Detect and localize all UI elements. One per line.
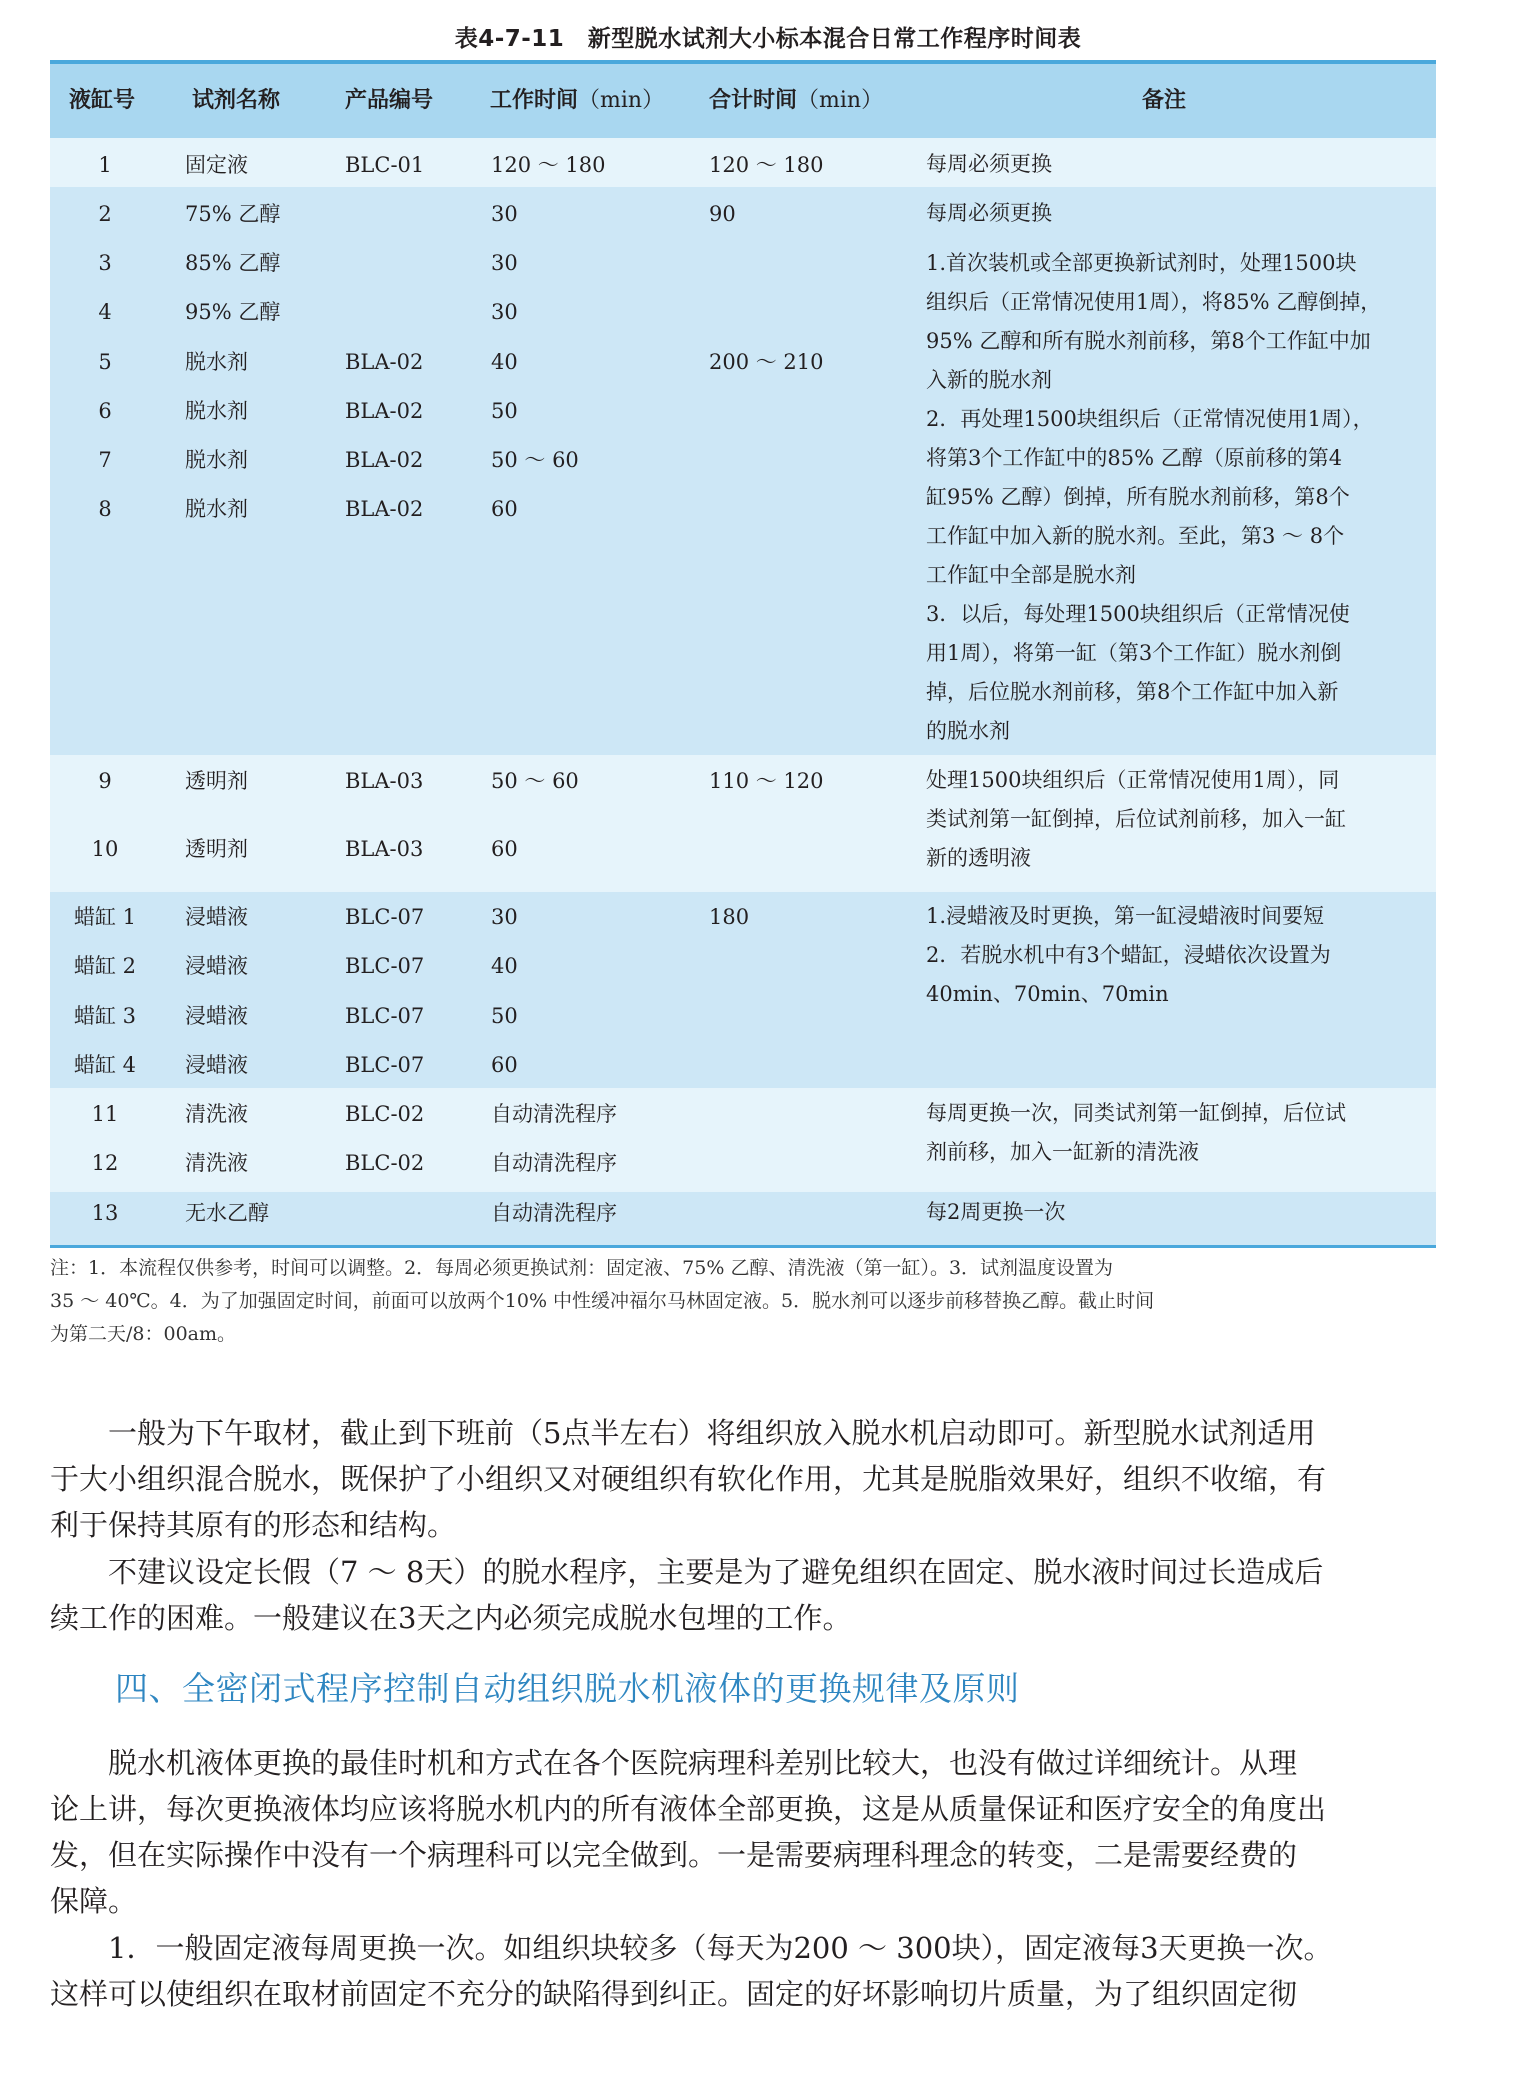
cell-reagent: 85% 乙醇 bbox=[185, 251, 281, 275]
paragraph-line: 论上讲，每次更换液体均应该将脱水机内的所有液体全部更换，这是从质量保证和医疗安全的角度出 bbox=[50, 1792, 1327, 1826]
paragraph-line: 脱水机液体更换的最佳时机和方式在各个医院病理科差别比较大，也没有做过详细统计。从理 bbox=[108, 1746, 1298, 1780]
cell-reagent: 脱水剂 bbox=[185, 350, 248, 374]
remark-line: 每周必须更换 bbox=[926, 152, 1052, 176]
cell-tank: 11 bbox=[91, 1102, 119, 1126]
header-code: 产品编号 bbox=[345, 88, 434, 113]
cell-work-time: 60 bbox=[491, 497, 518, 521]
cell-code: BLC-07 bbox=[345, 1004, 425, 1028]
cell-work-time: 60 bbox=[491, 837, 518, 861]
cell-total-time: 180 bbox=[709, 905, 750, 929]
remark-g2 bbox=[926, 194, 1052, 233]
cell-work-time: 50 ～ 60 bbox=[491, 769, 579, 793]
cell-tank: 9 bbox=[98, 769, 112, 793]
header-total-time-unit: （min） bbox=[797, 88, 884, 113]
remark-g7 bbox=[926, 1193, 1065, 1232]
cell-tank: 蜡缸 3 bbox=[73, 1004, 137, 1028]
cell-work-time: 50 bbox=[491, 1004, 518, 1028]
paragraph-line: 利于保持其原有的形态和结构。 bbox=[50, 1508, 457, 1542]
remark-line: 的脱水剂 bbox=[926, 719, 1010, 743]
remark-line: 2．再处理1500块组织后（正常情况使用1周）， bbox=[926, 407, 1374, 431]
cell-code: BLA-02 bbox=[345, 448, 424, 472]
cell-tank: 蜡缸 4 bbox=[73, 1053, 137, 1077]
remark-line: 95% 乙醇和所有脱水剂前移，第8个工作缸中加 bbox=[926, 329, 1371, 353]
paragraph-line: 续工作的困难。一般建议在3天之内必须完成脱水包埋的工作。 bbox=[50, 1601, 852, 1635]
remark-line: 剂前移，加入一缸新的清洗液 bbox=[926, 1140, 1199, 1164]
paragraph-line: 这样可以使组织在取材前固定不充分的缺陷得到纠正。固定的好坏影响切片质量，为了组织固定彻 bbox=[50, 1977, 1298, 2011]
cell-work-time: 30 bbox=[491, 251, 518, 275]
cell-code: BLA-02 bbox=[345, 350, 424, 374]
cell-tank: 蜡缸 2 bbox=[73, 954, 137, 978]
cell-reagent: 透明剂 bbox=[185, 769, 248, 793]
cell-tank: 4 bbox=[98, 300, 112, 324]
remark-line: 类试剂第一缸倒掉，后位试剂前移，加入一缸 bbox=[926, 807, 1346, 831]
remark-line: 40min、70min、70min bbox=[926, 982, 1169, 1006]
cell-work-time: 自动清洗程序 bbox=[491, 1102, 617, 1126]
cell-tank: 5 bbox=[98, 350, 112, 374]
cell-work-time: 40 bbox=[491, 954, 518, 978]
paragraph-line: 1．一般固定液每周更换一次。如组织块较多（每天为200 ～ 300块），固定液每3天更换一次。 bbox=[108, 1931, 1333, 1965]
cell-work-time: 50 ～ 60 bbox=[491, 448, 579, 472]
cell-reagent: 脱水剂 bbox=[185, 399, 248, 423]
paragraph-line: 一般为下午取材，截止到下班前（5点半左右）将组织放入脱水机启动即可。新型脱水试剂适用 bbox=[108, 1416, 1316, 1450]
remark-line: 组织后（正常情况使用1周），将85% 乙醇倒掉， bbox=[926, 290, 1382, 314]
remark-line: 工作缸中全部是脱水剂 bbox=[926, 563, 1136, 587]
cell-work-time: 50 bbox=[491, 399, 518, 423]
cell-code: BLC-07 bbox=[345, 954, 425, 978]
header-work-time-label: 工作时间 bbox=[490, 88, 579, 113]
remark-line: 工作缸中加入新的脱水剂。至此，第3 ～ 8个 bbox=[926, 524, 1345, 548]
paragraph-line: 不建议设定长假（7 ～ 8天）的脱水程序，主要是为了避免组织在固定、脱水液时间过长造成后 bbox=[108, 1555, 1324, 1589]
cell-total-time: 120 ～ 180 bbox=[709, 153, 824, 177]
header-reagent: 试剂名称 bbox=[192, 88, 281, 113]
cell-total-time: 90 bbox=[709, 202, 736, 226]
remark-g4 bbox=[926, 761, 1346, 878]
cell-reagent: 清洗液 bbox=[185, 1151, 248, 1175]
cell-tank: 6 bbox=[98, 399, 112, 423]
cell-reagent: 95% 乙醇 bbox=[185, 300, 281, 324]
cell-reagent: 75% 乙醇 bbox=[185, 202, 281, 226]
cell-code: BLC-07 bbox=[345, 905, 425, 929]
remark-line: 入新的脱水剂 bbox=[926, 368, 1052, 392]
cell-reagent: 浸蜡液 bbox=[185, 1004, 248, 1028]
header-remark: 备注 bbox=[1142, 88, 1187, 113]
cell-work-time: 自动清洗程序 bbox=[491, 1151, 617, 1175]
remark-line: 将第3个工作缸中的85% 乙醇（原前移的第4 bbox=[926, 446, 1343, 470]
remark-line: 2．若脱水机中有3个蜡缸，浸蜡依次设置为 bbox=[926, 943, 1331, 967]
cell-reagent: 浸蜡液 bbox=[185, 1053, 248, 1077]
cell-code: BLA-03 bbox=[345, 769, 424, 793]
cell-work-time: 40 bbox=[491, 350, 518, 374]
remark-g1 bbox=[926, 145, 1052, 184]
cell-work-time: 30 bbox=[491, 300, 518, 324]
cell-reagent: 脱水剂 bbox=[185, 497, 248, 521]
cell-code: BLC-02 bbox=[345, 1151, 425, 1175]
paragraph-4 bbox=[50, 1925, 1333, 2017]
cell-reagent: 清洗液 bbox=[185, 1102, 248, 1126]
remark-line: 1.首次装机或全部更换新试剂时，处理1500块 bbox=[926, 251, 1357, 275]
cell-work-time: 30 bbox=[491, 905, 518, 929]
header-total-time bbox=[709, 64, 883, 138]
cell-tank: 1 bbox=[98, 153, 112, 177]
remark-line: 每2周更换一次 bbox=[926, 1200, 1066, 1224]
remark-line: 3．以后，每处理1500块组织后（正常情况使 bbox=[926, 602, 1350, 626]
cell-tank: 2 bbox=[98, 202, 112, 226]
remark-line: 每周必须更换 bbox=[926, 201, 1052, 225]
cell-reagent: 无水乙醇 bbox=[185, 1201, 269, 1225]
cell-code: BLC-02 bbox=[345, 1102, 425, 1126]
cell-tank: 10 bbox=[91, 837, 119, 861]
remark-g6 bbox=[926, 1094, 1346, 1172]
cell-reagent: 固定液 bbox=[185, 153, 248, 177]
cell-total-time: 200 ～ 210 bbox=[709, 350, 824, 374]
cell-tank: 8 bbox=[98, 497, 112, 521]
table-title: 表4-7-11 新型脱水试剂大小标本混合日常工作程序时间表 bbox=[454, 26, 1082, 52]
cell-tank: 3 bbox=[98, 251, 112, 275]
cell-code: BLC-01 bbox=[345, 153, 425, 177]
cell-code: BLA-03 bbox=[345, 837, 424, 861]
remark-line: 掉，后位脱水剂前移，第8个工作缸中加入新 bbox=[926, 680, 1339, 704]
cell-total-time: 110 ～ 120 bbox=[709, 769, 824, 793]
cell-tank: 7 bbox=[98, 448, 112, 472]
cell-work-time: 30 bbox=[491, 202, 518, 226]
header-total-time-label: 合计时间 bbox=[709, 88, 798, 113]
remark-g5 bbox=[926, 897, 1331, 1014]
cell-reagent: 浸蜡液 bbox=[185, 954, 248, 978]
paragraph-line: 保障。 bbox=[50, 1884, 138, 1918]
header-work-time-unit: （min） bbox=[578, 88, 665, 113]
cell-tank: 13 bbox=[91, 1201, 119, 1225]
cell-reagent: 浸蜡液 bbox=[185, 905, 248, 929]
paragraph-line: 发，但在实际操作中没有一个病理科可以完全做到。一是需要病理科理念的转变，二是需要经费的 bbox=[50, 1838, 1298, 1872]
section-heading: 四、全密闭式程序控制自动组织脱水机液体的更换规律及原则 bbox=[115, 1669, 1020, 1708]
cell-work-time: 60 bbox=[491, 1053, 518, 1077]
table-footnote bbox=[50, 1252, 1154, 1351]
table-bottom-rule bbox=[50, 1245, 1436, 1248]
cell-work-time: 120 ～ 180 bbox=[491, 153, 606, 177]
cell-tank: 12 bbox=[91, 1151, 119, 1175]
cell-reagent: 脱水剂 bbox=[185, 448, 248, 472]
cell-tank: 蜡缸 1 bbox=[73, 905, 137, 929]
header-work-time bbox=[490, 64, 664, 138]
remark-line: 每周更换一次，同类试剂第一缸倒掉，后位试 bbox=[926, 1101, 1346, 1125]
footnote-line: 为第二天/8：00am。 bbox=[50, 1323, 237, 1345]
cell-code: BLA-02 bbox=[345, 399, 424, 423]
cell-work-time: 自动清洗程序 bbox=[491, 1201, 617, 1225]
footnote-line: 35 ～ 40℃。4．为了加强固定时间，前面可以放两个10% 中性缓冲福尔马林固定液。5．脱水剂可以逐步前移替换乙醇。截止时间 bbox=[50, 1290, 1155, 1312]
header-tank: 液缸号 bbox=[69, 88, 136, 113]
paragraph-1 bbox=[50, 1410, 1326, 1548]
paragraph-3 bbox=[50, 1740, 1326, 1924]
remark-g3 bbox=[926, 244, 1381, 751]
paragraph-line: 于大小组织混合脱水，既保护了小组织又对硬组织有软化作用，尤其是脱脂效果好，组织不收缩，有 bbox=[50, 1462, 1327, 1496]
remark-line: 缸95% 乙醇）倒掉，所有脱水剂前移，第8个 bbox=[926, 485, 1350, 509]
footnote-line: 注：1．本流程仅供参考，时间可以调整。2．每周必须更换试剂：固定液、75% 乙醇、清洗液（第一缸）。3．试剂温度设置为 bbox=[50, 1257, 1114, 1279]
remark-line: 1.浸蜡液及时更换，第一缸浸蜡液时间要短 bbox=[926, 904, 1325, 928]
remark-line: 用1周），将第一缸（第3个工作缸）脱水剂倒 bbox=[926, 641, 1342, 665]
remark-line: 新的透明液 bbox=[926, 846, 1031, 870]
cell-reagent: 透明剂 bbox=[185, 837, 248, 861]
remark-line: 处理1500块组织后（正常情况使用1周），同 bbox=[926, 768, 1340, 792]
cell-code: BLC-07 bbox=[345, 1053, 425, 1077]
paragraph-2 bbox=[50, 1549, 1323, 1641]
cell-code: BLA-02 bbox=[345, 497, 424, 521]
